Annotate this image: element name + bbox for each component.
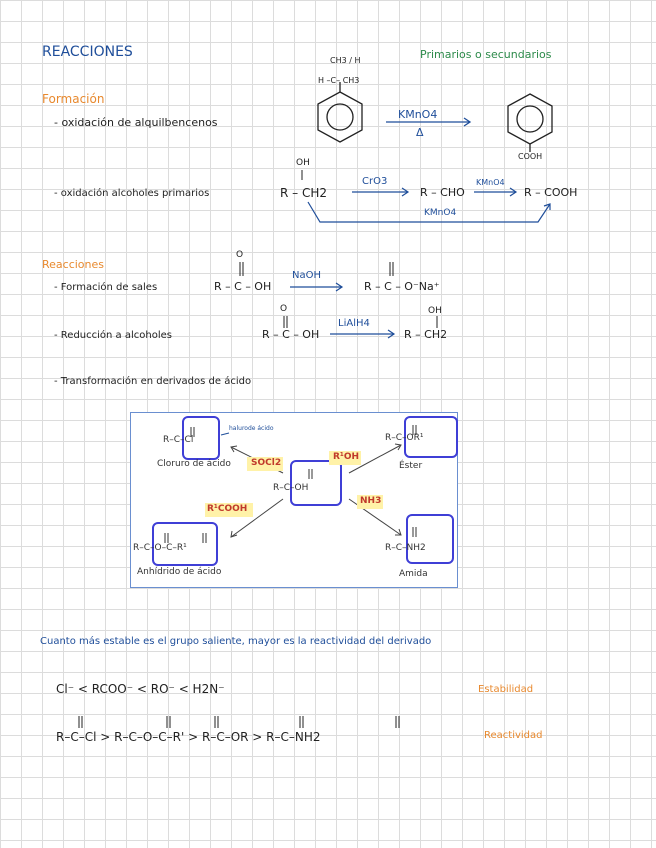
reagent-lialh4: LiAlH4 [338, 318, 370, 329]
reacciones-item-1: - Formación de sales [54, 282, 158, 293]
label-ester: Éster [399, 461, 423, 471]
hydroxyl-label: OH [296, 158, 310, 168]
salt-reactant: R – C – OH [214, 280, 272, 293]
carbonyl-o-2: O [280, 304, 288, 314]
ester-formula: R–C–OR¹ [385, 433, 424, 443]
reagent-naoh: NaOH [292, 270, 321, 281]
salt-product: R – C – O⁻Na⁺ [364, 280, 440, 293]
benzene-ring-product [508, 94, 552, 152]
acid-product: R – COOH [524, 186, 578, 199]
stability-statement: Cuanto más estable es el grupo saliente, mayor es la reactividad del derivado [40, 636, 432, 647]
derivatives-diagram [130, 412, 458, 588]
section-heading-reacciones: Reacciones [42, 258, 105, 271]
acyl-chloride-formula: R–C–Cl [163, 435, 194, 445]
label-acyl-chloride: Cloruro de ácido [157, 459, 231, 469]
reduction-product: R – CH2 [404, 328, 448, 341]
label-amide: Amida [399, 569, 428, 579]
carbonyl-o-1: O [236, 250, 244, 260]
center-acid-formula: R–C–OH [273, 483, 309, 493]
label-anhydride: Anhídrido de ácido [137, 567, 222, 577]
substituent-label: CH3 / H [330, 56, 361, 65]
formacion-item-2: - oxidación alcoholes primarios [54, 188, 210, 199]
reaction-arrow-cro3 [352, 188, 408, 196]
condition-heat: Δ [416, 126, 424, 139]
product-cooh: COOH [518, 152, 543, 161]
reagent-kmno4-2: KMnO4 [476, 178, 505, 187]
alcohol-reactant: R – CH2 [280, 186, 328, 200]
section-heading-formacion: Formación [42, 92, 105, 106]
reagent-kmno4: KMnO4 [398, 108, 438, 121]
reacciones-item-3: - Transformación en derivados de ácido [54, 376, 252, 387]
benzene-ring-reactant [318, 82, 362, 142]
reagent-r1oh: R¹OH [333, 452, 360, 462]
reagent-nh3: NH3 [360, 496, 382, 506]
stability-label: Estabilidad [478, 684, 534, 695]
anhydride-formula: R–C–O–C–R¹ [133, 543, 187, 553]
aldehyde-intermediate: R – CHO [420, 186, 465, 199]
reaction-arrow-kmno4 [474, 188, 516, 196]
reagent-kmno4-3: KMnO4 [424, 208, 457, 218]
hydroxyl-label-2: OH [428, 306, 442, 316]
reactivity-order: R–C–Cl > R–C–O–C–R' > R–C–OR > R–C–NH2 [56, 730, 321, 744]
acyl-halide-note: halurode ácido [229, 425, 274, 432]
reaction-arrow-lialh4 [330, 330, 394, 338]
substituent-formula: H –C– CH3 [318, 76, 360, 85]
reagent-socl2: SOCl2 [251, 458, 282, 468]
formacion-item-1: - oxidación de alquilbencenos [54, 116, 218, 129]
reactivity-label: Reactividad [484, 730, 543, 741]
amide-formula: R–C–NH2 [385, 543, 426, 553]
reacciones-item-2: - Reducción a alcoholes [54, 330, 172, 341]
reagent-r1cooh: R¹COOH [207, 504, 248, 514]
reagent-cro3: CrO3 [362, 176, 388, 187]
reaction-arrow-naoh [290, 283, 342, 291]
stability-order: Cl⁻ < RCOO⁻ < RO⁻ < H2N⁻ [56, 682, 225, 696]
reduction-reactant: R – C – OH [262, 328, 320, 341]
margin-note: Primarios o secundarios [420, 48, 552, 61]
page-title: REACCIONES [42, 44, 133, 60]
